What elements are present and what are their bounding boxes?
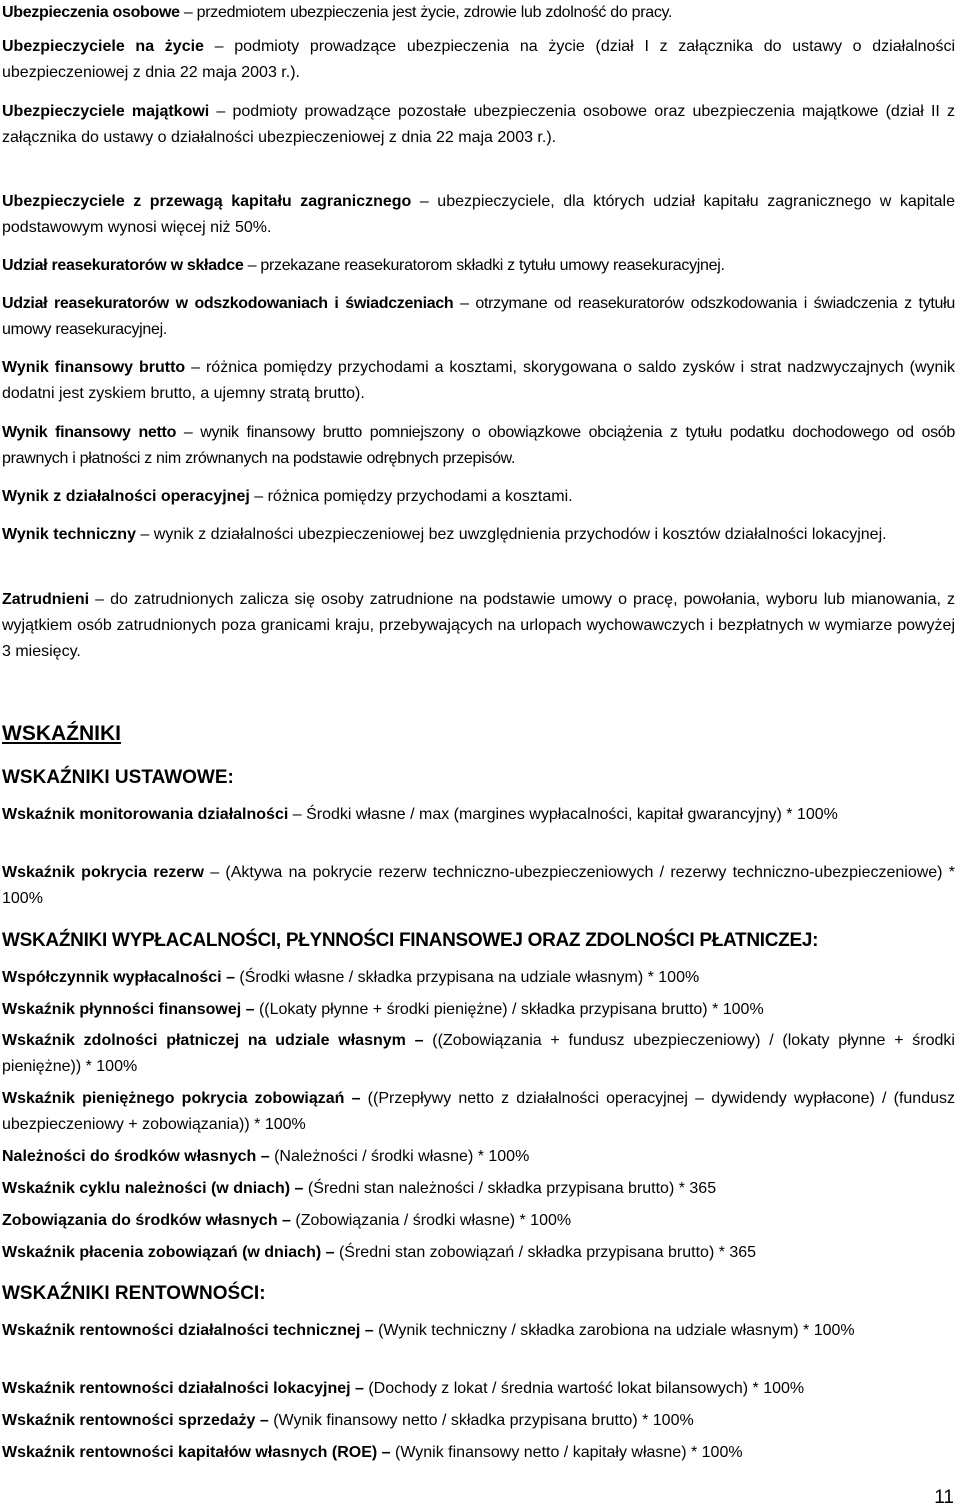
definition-term: Udział reasekuratorów w odszkodowaniach i świadczeniach <box>2 295 454 312</box>
indicator-item <box>2 1028 955 1080</box>
indicator-item <box>2 1440 955 1466</box>
definition-term: Ubezpieczyciele majątkowi <box>2 103 210 120</box>
indicator-formula: (Wynik finansowy netto / kapitały własne) * 100% <box>390 1444 743 1461</box>
section-heading: WSKAŹNIKI <box>2 722 121 745</box>
subsection-title: WSKAŹNIKI WYPŁACALNOŚCI, PŁYNNOŚCI FINANSOWEJ ORAZ ZDOLNOŚCI PŁATNICZEJ: <box>2 930 819 951</box>
definition-paragraph <box>2 522 955 548</box>
definition-paragraph <box>2 99 955 151</box>
indicator-item <box>2 1208 955 1234</box>
indicator-formula: ((Lokaty płynne + środki pieniężne) / składka przypisana brutto) * 100% <box>254 1001 764 1018</box>
definition-paragraph <box>2 0 955 26</box>
indicator-term: Wskaźnik pieniężnego pokrycia zobowiązań – <box>2 1090 361 1107</box>
definition-text: – wynik z działalności ubezpieczeniowej bez uwzględnienia przychodów i kosztów działalności lokacyjnej. <box>135 526 887 543</box>
indicator-term: Zobowiązania do środków własnych – <box>2 1212 291 1229</box>
definition-text: – otrzymane od reasekuratorów odszkodowania i świadczenia z tytułu umowy reasekuracyjnej. <box>2 295 956 338</box>
definition-paragraph <box>2 355 955 407</box>
definition-text: – różnica pomiędzy przychodami a kosztami. <box>249 488 573 505</box>
indicator-item <box>2 802 955 828</box>
indicator-term: Wskaźnik pokrycia rezerw <box>2 864 204 881</box>
indicator-term: Wskaźnik płacenia zobowiązań (w dniach) – <box>2 1244 335 1261</box>
definition-text: – ubezpieczyciele, dla których udział kapitału zagranicznego w kapitale podstawowym wynosi więcej niż 50%. <box>2 193 956 236</box>
definition-paragraph <box>2 253 955 279</box>
indicator-item <box>2 860 955 912</box>
definition-term: Wynik finansowy brutto <box>2 359 186 376</box>
definition-text: – do zatrudnionych zalicza się osoby zatrudnione na podstawie umowy o pracę, powołania, wyboru lub mianowania, z wyjątkiem osób zatrudnionych poza granicami kraju, przebywających na urlopach wychowawczych i bezpłatnych w wymiarze powyżej 3 miesięcy. <box>2 591 955 660</box>
definition-term: Wynik z działalności operacyjnej <box>2 488 250 505</box>
definition-term: Wynik techniczny <box>2 526 136 543</box>
indicator-item <box>2 965 955 991</box>
indicator-item <box>2 997 955 1023</box>
indicator-term: Wskaźnik rentowności kapitałów własnych (ROE) – <box>2 1444 391 1461</box>
definition-paragraph <box>2 587 955 665</box>
indicator-formula: (Średni stan zobowiązań / składka przypisana brutto) * 365 <box>334 1244 757 1261</box>
indicator-formula: ((Przepływy netto z działalności operacyjnej – dywidendy wypłacone) / (fundusz ubezpieczeniowy + zobowiązania)) * 100% <box>2 1090 956 1133</box>
page-number: 11 <box>934 1487 954 1508</box>
indicator-formula: (Zobowiązania / środki własne) * 100% <box>290 1212 572 1229</box>
indicator-formula: (Wynik techniczny / składka zarobiona na udziale własnym) * 100% <box>373 1322 855 1339</box>
definition-term: Zatrudnieni <box>2 591 90 608</box>
indicator-formula: (Środki własne / składka przypisana na udziale własnym) * 100% <box>234 969 700 986</box>
indicator-item <box>2 1240 955 1266</box>
definition-term: Wynik finansowy netto <box>2 424 177 441</box>
indicator-item <box>2 1144 955 1170</box>
definition-text: – podmioty prowadzące ubezpieczenia na życie (dział I z załącznika do ustawy o działalności ubezpieczeniowej z dnia 22 maja 2003 r.). <box>2 38 955 81</box>
indicator-term: Wskaźnik płynności finansowej – <box>2 1001 255 1018</box>
definition-text: – podmioty prowadzące pozostałe ubezpieczenia osobowe oraz ubezpieczenia majątkowe (dział II z załącznika do ustawy o działalności ubezpieczeniowej z dnia 22 maja 2003 r.). <box>2 103 956 146</box>
indicator-item <box>2 1086 955 1138</box>
definition-paragraph <box>2 189 955 241</box>
subsection-title: WSKAŹNIKI RENTOWNOŚCI: <box>2 1283 266 1304</box>
indicator-item <box>2 1408 955 1434</box>
indicator-item <box>2 1376 955 1402</box>
indicator-formula: (Średni stan należności / składka przypisana brutto) * 365 <box>303 1180 717 1197</box>
definition-text: – przekazane reasekuratorom składki z tytułu umowy reasekuracyjnej. <box>243 257 725 274</box>
indicator-formula: – Środki własne / max (margines wypłacalności, kapitał gwarancyjny) * 100% <box>288 806 838 823</box>
definition-term: Ubezpieczyciele na życie <box>2 38 204 55</box>
indicator-term: Należności do środków własnych – <box>2 1148 270 1165</box>
indicator-formula: (Wynik finansowy netto / składka przypisana brutto) * 100% <box>268 1412 694 1429</box>
definition-text: – wynik finansowy brutto pomniejszony o obowiązkowe obciążenia z tytułu podatku dochodowego od osób prawnych i płatności z nim zrównanych na podstawie odrębnych przepisów. <box>2 424 955 467</box>
definition-text: – różnica pomiędzy przychodami a kosztami, skorygowana o saldo zysków i strat nadzwyczajnych (wynik dodatni jest zyskiem brutto, a ujemny stratą brutto). <box>2 359 955 402</box>
subsection-title: WSKAŹNIKI USTAWOWE: <box>2 767 234 788</box>
indicator-formula: – (Aktywa na pokrycie rezerw techniczno-ubezpieczeniowych / rezerwy techniczno-ubezpieczeniowe) * 100% <box>2 864 956 907</box>
indicator-term: Wskaźnik rentowności działalności technicznej – <box>2 1322 374 1339</box>
definition-text: – przedmiotem ubezpieczenia jest życie, zdrowie lub zdolność do pracy. <box>179 4 673 21</box>
definition-paragraph <box>2 420 955 472</box>
definition-paragraph <box>2 484 955 510</box>
indicator-term: Wskaźnik monitorowania działalności <box>2 806 289 823</box>
indicator-formula: (Należności / środki własne) * 100% <box>269 1148 530 1165</box>
indicator-term: Wskaźnik rentowności działalności lokacyjnej – <box>2 1380 364 1397</box>
definition-paragraph <box>2 34 955 86</box>
definition-paragraph <box>2 291 955 343</box>
indicator-item <box>2 1318 955 1344</box>
definition-term: Udział reasekuratorów w składce <box>2 257 244 274</box>
indicator-term: Współczynnik wypłacalności – <box>2 969 235 986</box>
indicator-formula: ((Zobowiązania + fundusz ubezpieczeniowy) / (lokaty płynne + środki pieniężne)) * 100% <box>2 1032 955 1075</box>
definition-term: Ubezpieczyciele z przewagą kapitału zagranicznego <box>2 193 412 210</box>
definition-term: Ubezpieczenia osobowe <box>2 4 180 21</box>
indicator-term: Wskaźnik cyklu należności (w dniach) – <box>2 1180 304 1197</box>
indicator-item <box>2 1176 955 1202</box>
indicator-formula: (Dochody z lokat / średnia wartość lokat bilansowych) * 100% <box>363 1380 805 1397</box>
indicator-term: Wskaźnik zdolności płatniczej na udziale własnym – <box>2 1032 424 1049</box>
indicator-term: Wskaźnik rentowności sprzedaży – <box>2 1412 269 1429</box>
